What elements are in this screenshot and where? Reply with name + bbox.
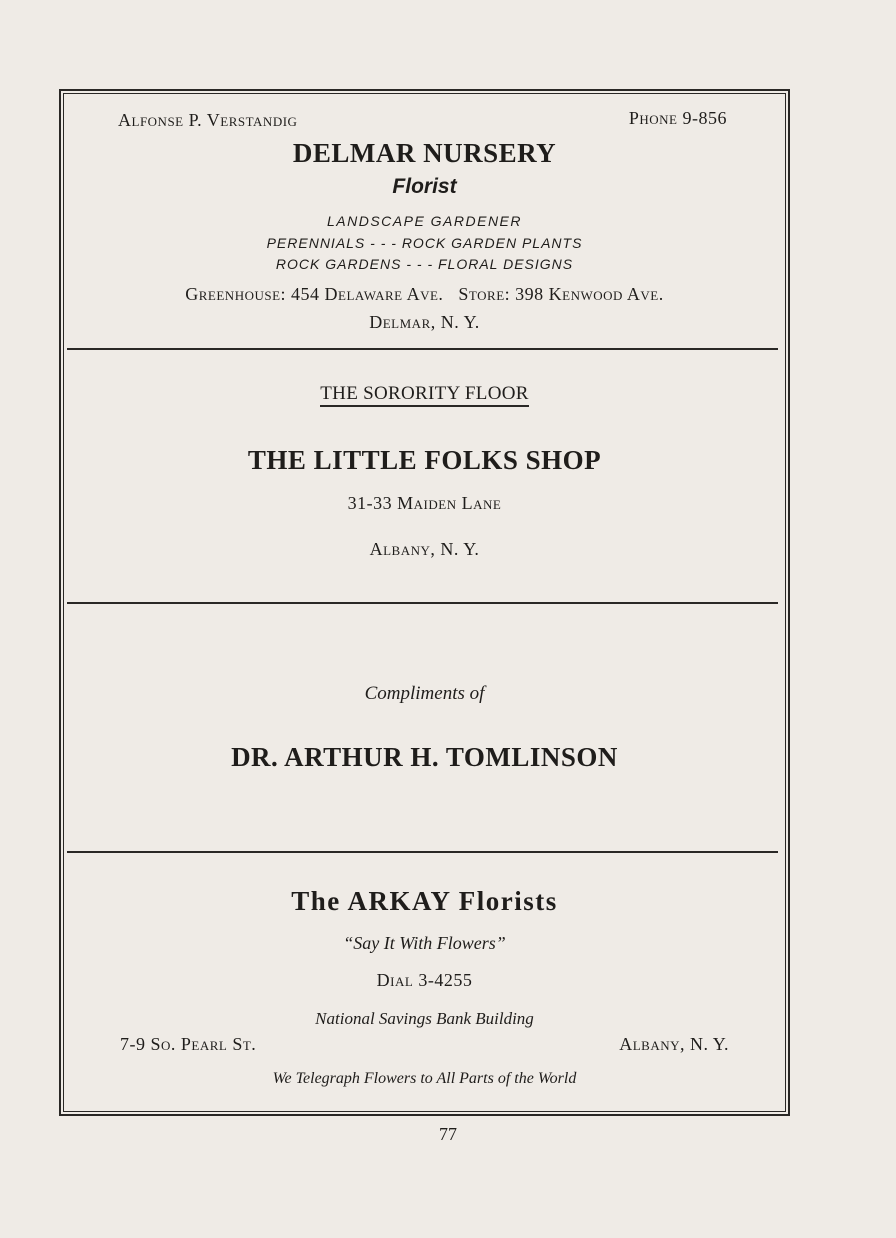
dial-number: Dial 3-4255 xyxy=(376,970,473,990)
phone-number: Phone 9-856 xyxy=(628,108,727,128)
divider xyxy=(67,602,778,604)
building-name: National Savings Bank Building xyxy=(315,1009,534,1028)
divider xyxy=(67,348,778,350)
city: Delmar, N. Y. xyxy=(369,312,480,332)
owner-name: Alfonse P. Verstandig xyxy=(118,110,298,130)
divider xyxy=(67,851,778,853)
tagline: THE SORORITY FLOOR xyxy=(320,383,528,407)
business-name: The ARKAY Florists xyxy=(291,886,558,916)
addresses: Greenhouse: 454 Delaware Ave. Store: 398 Kenwood Ave. xyxy=(185,284,664,304)
tagline-wrap xyxy=(63,383,786,405)
page-number: 77 xyxy=(439,1124,457,1144)
service-line-3: ROCK GARDENS - - - FLORAL DESIGNS xyxy=(275,256,574,272)
city: Albany, N. Y. xyxy=(619,1034,729,1054)
business-subtitle: Florist xyxy=(392,175,457,198)
compliments-intro: Compliments of xyxy=(364,683,485,704)
business-name: THE LITTLE FOLKS SHOP xyxy=(247,445,602,475)
service-line-2: PERENNIALS - - - ROCK GARDEN PLANTS xyxy=(266,235,583,251)
city: Albany, N. Y. xyxy=(369,539,480,559)
service-line-1: LANDSCAPE GARDENER xyxy=(326,213,523,229)
slogan: “Say It With Flowers” xyxy=(343,933,506,953)
business-name: DELMAR NURSERY xyxy=(292,138,557,168)
street-address: 7-9 So. Pearl St. xyxy=(120,1034,257,1054)
doctor-name: DR. ARTHUR H. TOMLINSON xyxy=(231,742,618,772)
telegraph-note: We Telegraph Flowers to All Parts of the World xyxy=(272,1070,577,1087)
address: 31-33 Maiden Lane xyxy=(347,493,502,513)
